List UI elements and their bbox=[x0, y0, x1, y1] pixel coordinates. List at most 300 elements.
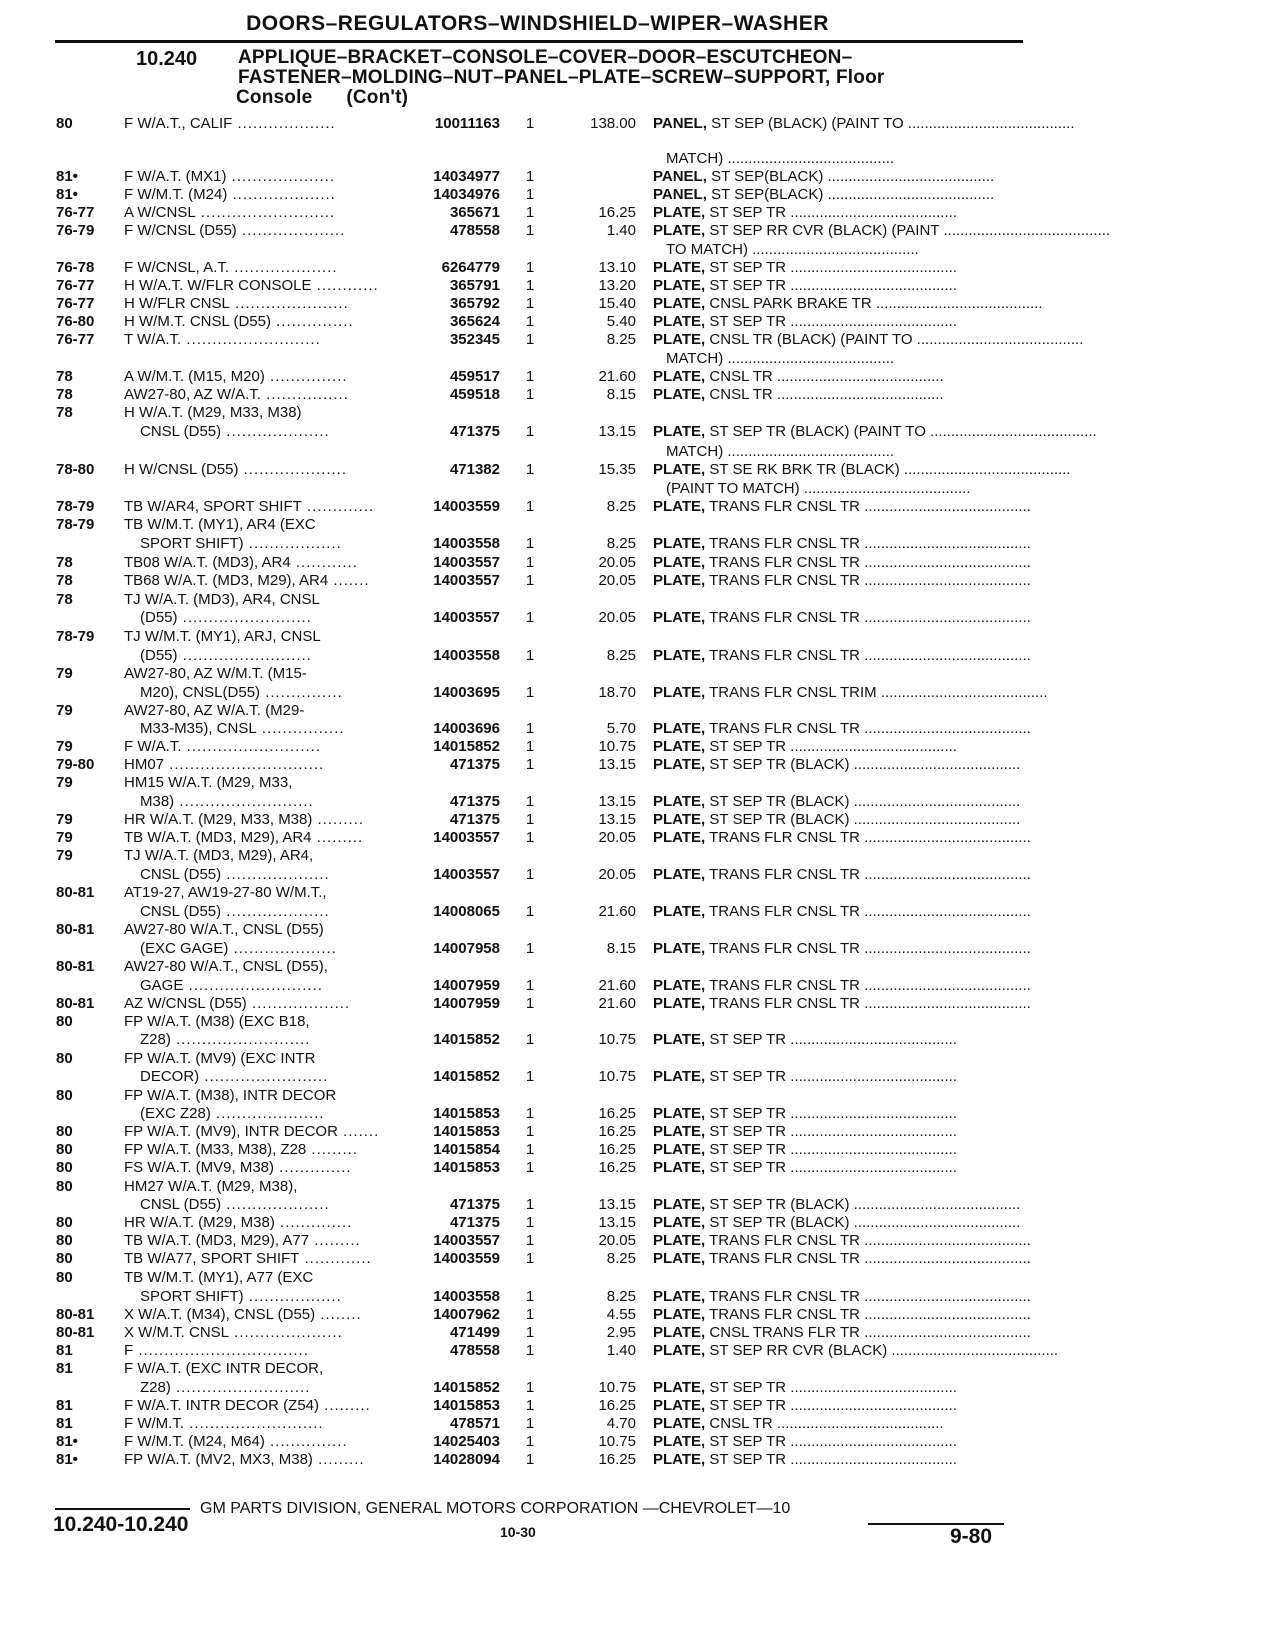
application-description bbox=[124, 1305, 406, 1324]
leader-dots: ........................................ bbox=[786, 1031, 957, 1048]
description-text: (D55) bbox=[140, 609, 178, 626]
model-year: 78 bbox=[56, 572, 73, 589]
model-year: 79 bbox=[56, 738, 73, 755]
price: 16.25 bbox=[598, 1397, 636, 1414]
part-name bbox=[653, 571, 1031, 590]
description-text: (EXC GAGE) bbox=[140, 940, 229, 957]
description-text: TB68 W/A.T. (MD3, M29), AR4 bbox=[124, 572, 329, 589]
part-name bbox=[653, 1396, 1023, 1415]
part-name-detail: TRANS FLR CNSL TR bbox=[709, 498, 860, 515]
model-year: 80 bbox=[56, 1232, 73, 1249]
price: 18.70 bbox=[598, 684, 636, 701]
table-row bbox=[0, 385, 1280, 404]
application-description bbox=[124, 1323, 406, 1342]
model-year: 81 bbox=[56, 1397, 73, 1414]
leader-dots: .............. bbox=[274, 1214, 353, 1231]
part-number: 14003557 bbox=[433, 572, 500, 589]
part-name-detail: ST SEP TR bbox=[709, 1031, 787, 1048]
part-number: 365791 bbox=[449, 277, 500, 294]
part-name-detail: (PAINT TO MATCH) bbox=[666, 480, 800, 497]
part-name-detail: ST SEP TR bbox=[709, 259, 787, 276]
price: 21.60 bbox=[598, 368, 636, 385]
footer-section-range: 10.240-10.240 bbox=[53, 1513, 189, 1536]
description-text: F W/M.T. (M24) bbox=[124, 186, 228, 203]
table-row bbox=[0, 367, 1280, 386]
application-description bbox=[140, 1104, 406, 1123]
model-year: 78 bbox=[56, 591, 73, 608]
table-row bbox=[0, 1341, 1280, 1360]
part-name-keyword: PLATE, bbox=[653, 1342, 706, 1359]
model-year: 76-77 bbox=[56, 204, 95, 221]
leader-dots: .............................. bbox=[164, 756, 325, 773]
quantity: 1 bbox=[525, 498, 535, 515]
part-name bbox=[653, 939, 1031, 958]
table-row bbox=[0, 939, 1280, 958]
description-text: FP W/A.T. (M38), INTR DECOR bbox=[124, 1087, 337, 1104]
quantity: 1 bbox=[525, 115, 535, 132]
application-description bbox=[124, 385, 406, 404]
part-name-keyword: PLATE, bbox=[653, 1433, 706, 1450]
part-name-detail: ST SEP TR bbox=[709, 204, 787, 221]
model-year: 76-79 bbox=[56, 222, 95, 239]
leader-dots: ........................................ bbox=[903, 115, 1075, 132]
table-row bbox=[0, 1122, 1280, 1141]
part-number: 14015853 bbox=[433, 1159, 500, 1176]
part-name-detail: TRANS FLR CNSL TRIM bbox=[709, 684, 877, 701]
model-year: 80 bbox=[56, 1087, 73, 1104]
description-text: TB W/A.T. (MD3, M29), A77 bbox=[124, 1232, 310, 1249]
price: 8.25 bbox=[606, 647, 636, 664]
leader-dots: ........................................ bbox=[860, 1288, 1031, 1305]
part-name-keyword: PLATE, bbox=[653, 1214, 706, 1231]
table-row bbox=[0, 460, 1280, 479]
part-name-keyword: PLATE, bbox=[653, 423, 706, 440]
part-name-keyword: PLATE, bbox=[653, 259, 706, 276]
quantity: 1 bbox=[525, 386, 535, 403]
leader-dots: ........................................ bbox=[860, 977, 1031, 994]
price: 2.95 bbox=[606, 1324, 636, 1341]
description-text: AZ W/CNSL (D55) bbox=[124, 995, 247, 1012]
part-name-detail: ST SEP TR bbox=[709, 277, 787, 294]
price: 4.70 bbox=[606, 1415, 636, 1432]
part-name-keyword: PLATE, bbox=[653, 1250, 706, 1267]
leader-dots: ........................................ bbox=[849, 793, 1021, 810]
leader-dots: .................... bbox=[221, 423, 330, 440]
part-name bbox=[653, 1287, 1031, 1306]
part-name-detail: CNSL TR bbox=[709, 386, 773, 403]
table-row bbox=[0, 167, 1280, 186]
table-row bbox=[0, 627, 1280, 646]
part-number: 471375 bbox=[449, 756, 500, 773]
application-description bbox=[124, 403, 406, 422]
model-year: 80-81 bbox=[56, 1306, 95, 1323]
part-name-detail: ST SEP TR (BLACK) bbox=[709, 793, 850, 810]
part-name-detail: TRANS FLR CNSL TR bbox=[709, 1306, 860, 1323]
application-description bbox=[124, 701, 406, 720]
part-name-detail: ST SEP TR bbox=[709, 1433, 787, 1450]
application-description bbox=[124, 1268, 406, 1287]
table-row bbox=[0, 1104, 1280, 1123]
table-row bbox=[0, 312, 1280, 331]
application-description bbox=[124, 221, 406, 240]
leader-dots: ........................................ bbox=[887, 1342, 1059, 1359]
application-description bbox=[124, 1086, 406, 1105]
leader-dots: ............... bbox=[264, 1433, 348, 1450]
part-number: 14003557 bbox=[433, 1232, 500, 1249]
leader-dots: ........................................ bbox=[925, 423, 1097, 440]
part-name-keyword: PLATE, bbox=[653, 940, 706, 957]
leader-dots: ........................................ bbox=[860, 609, 1031, 626]
table-row bbox=[0, 479, 1280, 498]
part-name-keyword: PLATE, bbox=[653, 277, 706, 294]
description-text: A W/CNSL bbox=[124, 204, 196, 221]
leader-dots: ......... bbox=[312, 1451, 365, 1468]
part-name bbox=[653, 810, 1023, 829]
leader-dots: ........................................ bbox=[786, 1397, 957, 1414]
quantity: 1 bbox=[525, 554, 535, 571]
table-row bbox=[0, 149, 1280, 168]
leader-dots: ........................................ bbox=[849, 1196, 1021, 1213]
part-name-keyword: PLATE, bbox=[653, 313, 706, 330]
part-name-detail: CNSL TR bbox=[709, 368, 773, 385]
application-description bbox=[124, 553, 406, 572]
table-row bbox=[0, 810, 1280, 829]
part-name bbox=[666, 479, 1023, 498]
part-name bbox=[653, 1231, 1031, 1250]
part-name-keyword: PLATE, bbox=[653, 1232, 706, 1249]
description-text: FP W/A.T. (M33, M38), Z28 bbox=[124, 1141, 307, 1158]
table-row bbox=[0, 920, 1280, 939]
leader-dots: ........................................ bbox=[876, 684, 1048, 701]
table-row bbox=[0, 1195, 1280, 1214]
application-description bbox=[140, 902, 406, 921]
price: 10.75 bbox=[598, 738, 636, 755]
application-description bbox=[140, 1378, 406, 1397]
part-name-keyword: PLATE, bbox=[653, 1159, 706, 1176]
price: 4.55 bbox=[606, 1306, 636, 1323]
part-number: 14003696 bbox=[433, 720, 500, 737]
leader-dots: ............... bbox=[260, 684, 343, 701]
description-text: M33-M35), CNSL bbox=[140, 720, 257, 737]
part-number: 352345 bbox=[449, 331, 500, 348]
leader-dots: .................... bbox=[227, 186, 336, 203]
price: 10.75 bbox=[598, 1068, 636, 1085]
part-name bbox=[653, 385, 1023, 404]
description-text: A W/M.T. (M15, M20) bbox=[124, 368, 265, 385]
table-row bbox=[0, 1231, 1280, 1250]
section-title-console: Console bbox=[236, 87, 313, 108]
leader-dots: ........................................ bbox=[860, 995, 1031, 1012]
table-row bbox=[0, 1359, 1280, 1378]
leader-dots: ........................................ bbox=[786, 1159, 957, 1176]
leader-dots: ................... bbox=[246, 995, 351, 1012]
application-description bbox=[140, 1287, 406, 1306]
description-text: TB W/AR4, SPORT SHIFT bbox=[124, 498, 302, 515]
table-row bbox=[0, 185, 1280, 204]
quantity: 1 bbox=[525, 168, 535, 185]
part-name bbox=[653, 422, 1097, 441]
model-year: 80-81 bbox=[56, 921, 95, 938]
leader-dots: .................... bbox=[238, 461, 347, 478]
quantity: 1 bbox=[525, 1433, 535, 1450]
model-year: 78 bbox=[56, 386, 73, 403]
quantity: 1 bbox=[525, 811, 535, 828]
application-description bbox=[124, 1213, 406, 1232]
leader-dots: ........................................ bbox=[786, 313, 957, 330]
price: 15.35 bbox=[598, 461, 636, 478]
part-number: 14015852 bbox=[433, 738, 500, 755]
description-text: F bbox=[124, 1342, 134, 1359]
part-name-detail: ST SEP(BLACK) bbox=[711, 186, 824, 203]
application-description bbox=[140, 792, 406, 811]
part-name-detail: TRANS FLR CNSL TR bbox=[709, 1232, 860, 1249]
table-row bbox=[0, 773, 1280, 792]
leader-dots: ........................................ bbox=[823, 168, 995, 185]
application-description bbox=[124, 994, 406, 1013]
part-name-detail: ST SEP TR bbox=[709, 1123, 787, 1140]
table-row bbox=[0, 221, 1280, 240]
part-name bbox=[653, 719, 1031, 738]
model-year: 80 bbox=[56, 1013, 73, 1030]
quantity: 1 bbox=[525, 1379, 535, 1396]
leader-dots: .......................... bbox=[170, 1031, 311, 1048]
part-name bbox=[653, 683, 1048, 702]
leader-dots: ........................................ bbox=[849, 1214, 1021, 1231]
price: 13.15 bbox=[598, 1196, 636, 1213]
part-name-keyword: PLATE, bbox=[653, 866, 706, 883]
table-row bbox=[0, 1305, 1280, 1324]
table-row bbox=[0, 1067, 1280, 1086]
description-text: H W/CNSL (D55) bbox=[124, 461, 239, 478]
part-name bbox=[653, 828, 1031, 847]
description-text: AW27-80, AZ W/M.T. (M15- bbox=[124, 665, 307, 682]
quantity: 1 bbox=[525, 756, 535, 773]
quantity: 1 bbox=[525, 1288, 535, 1305]
price: 21.60 bbox=[598, 995, 636, 1012]
part-number: 14015852 bbox=[433, 1068, 500, 1085]
part-name bbox=[653, 114, 1075, 133]
part-name bbox=[653, 1213, 1023, 1232]
description-text: H W/A.T. (M29, M33, M38) bbox=[124, 404, 302, 421]
application-description bbox=[124, 294, 406, 313]
part-name-detail: TRANS FLR CNSL TR bbox=[709, 977, 860, 994]
price: 13.15 bbox=[598, 423, 636, 440]
table-row bbox=[0, 646, 1280, 665]
price: 21.60 bbox=[598, 903, 636, 920]
model-year: 80-81 bbox=[56, 995, 95, 1012]
description-text: TB W/A77, SPORT SHIFT bbox=[124, 1250, 300, 1267]
application-description bbox=[124, 1158, 406, 1177]
price: 20.05 bbox=[598, 609, 636, 626]
quantity: 1 bbox=[525, 204, 535, 221]
part-name-detail: TRANS FLR CNSL TR bbox=[709, 995, 860, 1012]
part-number: 14007959 bbox=[433, 995, 500, 1012]
leader-dots: ........................................ bbox=[939, 222, 1111, 239]
application-description bbox=[124, 203, 406, 222]
leader-dots: ........................................ bbox=[823, 186, 995, 203]
quantity: 1 bbox=[525, 1031, 535, 1048]
part-name bbox=[653, 1195, 1023, 1214]
application-description bbox=[124, 1122, 406, 1141]
part-name-keyword: PLATE, bbox=[653, 1141, 706, 1158]
part-number: 14003558 bbox=[433, 647, 500, 664]
application-description bbox=[124, 627, 406, 646]
part-name-detail: TRANS FLR CNSL TR bbox=[709, 866, 860, 883]
table-row bbox=[0, 902, 1280, 921]
table-row bbox=[0, 294, 1280, 313]
part-name-keyword: PLATE, bbox=[653, 738, 706, 755]
part-name-detail: ST SEP TR bbox=[709, 1159, 787, 1176]
part-name-keyword: PLATE, bbox=[653, 1306, 706, 1323]
part-name-keyword: PLATE, bbox=[653, 204, 706, 221]
model-year: 78 bbox=[56, 554, 73, 571]
part-name bbox=[653, 755, 1023, 774]
quantity: 1 bbox=[525, 1342, 535, 1359]
part-name bbox=[653, 994, 1031, 1013]
table-row bbox=[0, 608, 1280, 627]
leader-dots: ........................................ bbox=[723, 350, 895, 367]
table-row bbox=[0, 258, 1280, 277]
leader-dots: ...................... bbox=[229, 295, 349, 312]
leader-dots: ........................................ bbox=[786, 1141, 957, 1158]
part-name-keyword: PLATE, bbox=[653, 1379, 706, 1396]
application-description bbox=[124, 1231, 406, 1250]
application-description bbox=[124, 167, 406, 186]
description-text: HM07 bbox=[124, 756, 165, 773]
price: 8.25 bbox=[606, 1288, 636, 1305]
footer-text: GM PARTS DIVISION, GENERAL MOTORS CORPORATION —CHEVROLET—10 bbox=[200, 1500, 791, 1517]
application-description bbox=[124, 664, 406, 683]
part-name-detail: ST SEP TR (BLACK) bbox=[709, 811, 850, 828]
description-text: T W/A.T. bbox=[124, 331, 182, 348]
application-description bbox=[140, 719, 406, 738]
table-row bbox=[0, 1450, 1280, 1469]
quantity: 1 bbox=[525, 186, 535, 203]
part-name bbox=[653, 902, 1031, 921]
application-description bbox=[124, 590, 406, 609]
application-description bbox=[124, 1249, 406, 1268]
part-number: 471499 bbox=[449, 1324, 500, 1341]
price: 20.05 bbox=[598, 554, 636, 571]
leader-dots: ........................................ bbox=[871, 295, 1043, 312]
leader-dots: ........................................ bbox=[723, 150, 895, 167]
part-name-keyword: PLATE, bbox=[653, 331, 706, 348]
quantity: 1 bbox=[525, 259, 535, 276]
application-description bbox=[124, 460, 406, 479]
model-year: 79 bbox=[56, 847, 73, 864]
leader-dots: .................... bbox=[221, 866, 330, 883]
leader-dots: .......................... bbox=[183, 977, 323, 994]
quantity: 1 bbox=[525, 1196, 535, 1213]
part-name bbox=[653, 1158, 1023, 1177]
description-text: CNSL (D55) bbox=[140, 866, 222, 883]
description-text: Z28) bbox=[140, 1031, 171, 1048]
model-year: 81• bbox=[56, 1433, 78, 1450]
application-description bbox=[124, 773, 406, 792]
price: 5.70 bbox=[606, 720, 636, 737]
price: 1.40 bbox=[606, 1342, 636, 1359]
model-year: 79 bbox=[56, 702, 73, 719]
leader-dots: ........................................ bbox=[860, 554, 1031, 571]
part-name bbox=[653, 1450, 1023, 1469]
part-number: 471375 bbox=[449, 1196, 500, 1213]
application-description bbox=[140, 976, 406, 995]
description-text: HR W/A.T. (M29, M38) bbox=[124, 1214, 275, 1231]
section-title-line1: APPLIQUE–BRACKET–CONSOLE–COVER–DOOR–ESCUTCHEON– bbox=[238, 47, 853, 68]
part-name bbox=[666, 149, 1023, 168]
part-name-detail: TRANS FLR CNSL TR bbox=[709, 829, 860, 846]
quantity: 1 bbox=[525, 793, 535, 810]
part-name-detail: TRANS FLR CNSL TR bbox=[709, 572, 860, 589]
leader-dots: ........................................ bbox=[849, 811, 1021, 828]
part-number: 14015852 bbox=[433, 1031, 500, 1048]
quantity: 1 bbox=[525, 313, 535, 330]
table-row bbox=[0, 403, 1280, 422]
leader-dots: ........................................ bbox=[860, 1324, 1031, 1341]
part-number: 14003557 bbox=[433, 866, 500, 883]
price: 20.05 bbox=[598, 572, 636, 589]
price: 20.05 bbox=[598, 1232, 636, 1249]
price: 8.15 bbox=[606, 940, 636, 957]
model-year: 80 bbox=[56, 1269, 73, 1286]
part-name bbox=[653, 865, 1031, 884]
part-name-detail: MATCH) bbox=[666, 150, 724, 167]
quantity: 1 bbox=[525, 1068, 535, 1085]
description-text: FP W/A.T. (M38) (EXC B18, bbox=[124, 1013, 310, 1030]
part-name bbox=[653, 976, 1031, 995]
description-text: DECOR) bbox=[140, 1068, 200, 1085]
application-description bbox=[124, 367, 406, 386]
application-description bbox=[140, 865, 406, 884]
table-row bbox=[0, 719, 1280, 738]
price: 13.15 bbox=[598, 756, 636, 773]
quantity: 1 bbox=[525, 1232, 535, 1249]
part-name-keyword: PLATE, bbox=[653, 1196, 706, 1213]
table-row bbox=[0, 1287, 1280, 1306]
leader-dots: .......................... bbox=[195, 204, 336, 221]
description-text: F W/M.T. (M24, M64) bbox=[124, 1433, 265, 1450]
part-name-keyword: PLATE, bbox=[653, 1451, 706, 1468]
part-name-detail: ST SEP TR bbox=[709, 1397, 787, 1414]
part-name bbox=[666, 442, 1023, 461]
leader-dots: ........................ bbox=[199, 1068, 329, 1085]
table-row bbox=[0, 590, 1280, 609]
price: 16.25 bbox=[598, 204, 636, 221]
leader-dots: ............... bbox=[270, 313, 354, 330]
part-number: 478558 bbox=[449, 222, 500, 239]
part-name-detail: ST SEP (BLACK) (PAINT TO bbox=[711, 115, 904, 132]
model-year: 80 bbox=[56, 1050, 73, 1067]
part-name bbox=[653, 203, 1023, 222]
description-text: H W/A.T. W/FLR CONSOLE bbox=[124, 277, 312, 294]
part-name-detail: TRANS FLR CNSL TR bbox=[709, 940, 860, 957]
description-text: H W/FLR CNSL bbox=[124, 295, 230, 312]
leader-dots: ........................................ bbox=[786, 1451, 957, 1468]
leader-dots: ................................. bbox=[133, 1342, 309, 1359]
application-description bbox=[124, 957, 406, 976]
quantity: 1 bbox=[525, 684, 535, 701]
part-name bbox=[653, 312, 1023, 331]
part-name-detail: ST SEP TR (BLACK) bbox=[709, 756, 850, 773]
price: 20.05 bbox=[598, 829, 636, 846]
description-text: F W/A.T. bbox=[124, 738, 182, 755]
quantity: 1 bbox=[525, 331, 535, 348]
price: 13.15 bbox=[598, 1214, 636, 1231]
part-name-detail: ST SEP TR (BLACK) (PAINT TO bbox=[709, 423, 926, 440]
description-text: X W/M.T. CNSL bbox=[124, 1324, 230, 1341]
leader-dots: ........................................ bbox=[786, 1433, 957, 1450]
leader-dots: ................ bbox=[256, 720, 345, 737]
